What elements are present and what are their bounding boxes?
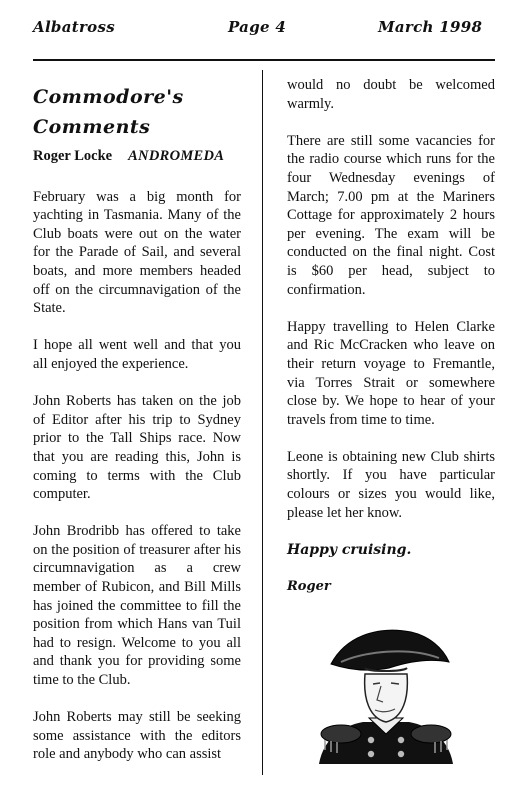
paragraph: I hope all went well and that you all enjoyed the experience. [33, 337, 241, 372]
paragraph: February was a big month for yachting in Tasmania. Many of the Club boats were out on the water for the Parade of Sail, and several boats, and more members headed off on the circumnavigation of the State. [33, 188, 241, 317]
issue-date: March 1998 [378, 18, 483, 36]
boat-name: ANDROMEDA [128, 148, 225, 164]
closing-line: Happy cruising. [287, 541, 412, 558]
byline [33, 147, 241, 166]
article-title-line-1: Commodore's [33, 86, 184, 108]
column-divider [262, 70, 263, 775]
header-rule [33, 59, 495, 61]
left-column [33, 82, 241, 783]
admiral-illustration [311, 622, 461, 764]
paragraph: Leone is obtaining new Club shirts shortly. If you have particular colours or sizes you would like, please let her know. [287, 448, 495, 521]
article-title-line-2: Comments [33, 116, 151, 138]
paragraph: would no doubt be welcomed warmly. [287, 77, 495, 112]
page-header [0, 18, 523, 44]
paragraph: John Brodribb has offered to take on the position of treasurer after his circumnavigation as a crew member of Rubicon, and Bill Mills has joined the committee to fill the position from which Hans van Tuil had to resign. Welcome to you all and thank you for providing some time to the Club. [33, 523, 241, 689]
paragraph: There are still some vacancies for the radio course which runs for the four Wednesday evenings of March; 7.00 pm at the Mariners Cottage for approximately 2 hours per evening. The exam will be conducted on the final night. Cost is $60 per head, subject to confirmation. [287, 132, 495, 298]
page-number: Page 4 [228, 18, 287, 36]
author-name: Roger Locke [33, 148, 113, 164]
right-column [287, 76, 495, 615]
publication-name: Albatross [33, 18, 115, 36]
paragraph: John Roberts may still be seeking some assistance with the editors role and anybody who can assist [33, 709, 241, 763]
admiral-figure-icon [311, 622, 461, 764]
article-title [33, 82, 241, 142]
signature: Roger [287, 579, 331, 595]
paragraph: John Roberts has taken on the job of Editor after his trip to Sydney prior to the Tall Ships race. Now that you are reading this, John is coming to terms with the Club computer. [33, 393, 241, 503]
paragraph: Happy travelling to Helen Clarke and Ric McCracken who leave on their return voyage to Fremantle, via Torres Strait or somewhere close by. We hope to hear of your travels from time to time. [287, 318, 495, 428]
